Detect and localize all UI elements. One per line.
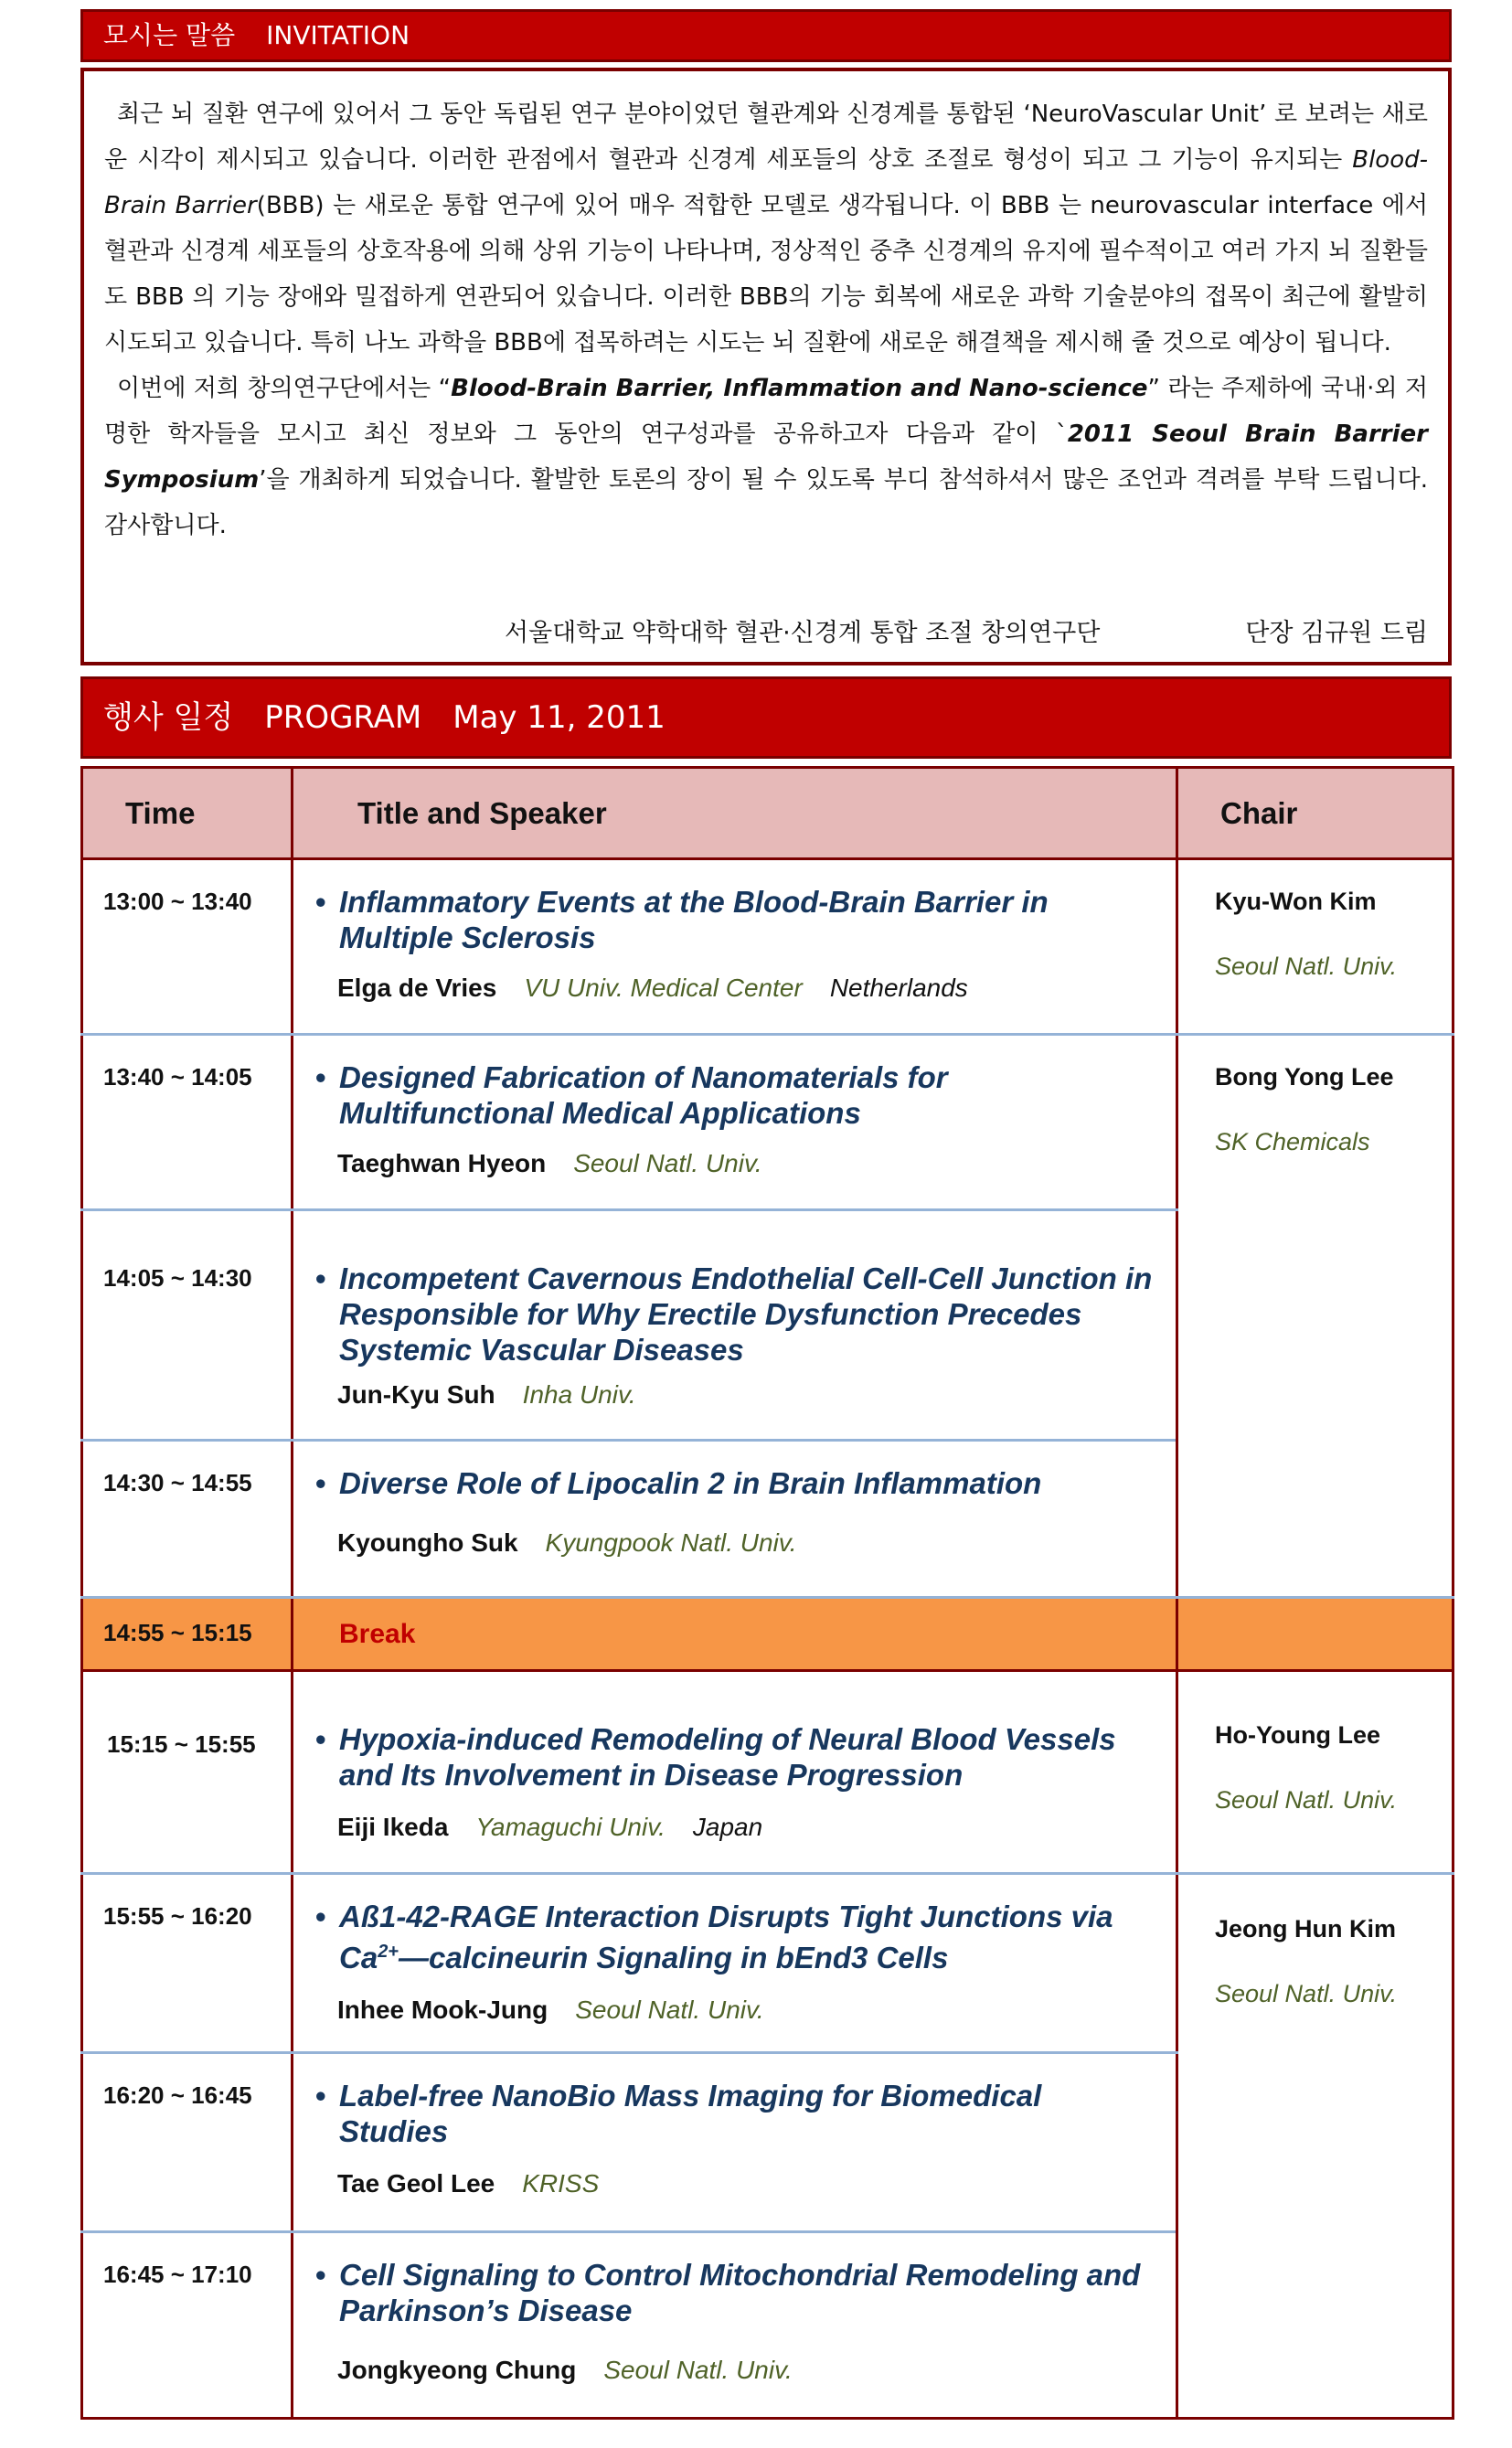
- para2-emphasis: Blood-Brain Barrier, Inflammation and Nano-science: [451, 375, 1148, 402]
- chair-cell: [1177, 1671, 1453, 1874]
- talk-time: 16:20 ~ 16:45: [82, 2053, 293, 2232]
- talk-cell: [293, 1874, 1177, 2053]
- speaker-affiliation: Yamaguchi Univ.: [475, 1813, 665, 1841]
- speaker-affiliation: Seoul Natl. Univ.: [573, 1149, 762, 1177]
- column-header-chair: Chair: [1177, 768, 1453, 859]
- speaker-name: Jun-Kyu Suh: [337, 1380, 495, 1409]
- table-row: [82, 1035, 1453, 1210]
- program-table: [80, 766, 1454, 2420]
- talk-title: • Incompetent Cavernous Endothelial Cell-Cell Junction in Responsible for Why Erectile Dysfunction Precedes Systemic Vascular Diseases: [312, 1261, 1157, 1368]
- speaker-name: Inhee Mook-Jung: [337, 1996, 548, 2024]
- column-header-time: Time: [82, 768, 293, 859]
- talk-speaker-line: [312, 1813, 1157, 1842]
- speaker-affiliation: Seoul Natl. Univ.: [575, 1996, 764, 2024]
- para1-text-a: 최근 뇌 질환 연구에 있어서 그 동안 독립된 연구 분야이었던 혈관계와 신경계를 통합된 ‘NeuroVascular Unit’ 로 보려는 새로운 시각이 제시되고 있습니다. 이러한 관점에서 혈관과 신경계 세포들의 상호 조절로 형성이 되고 그 기능이 유지되는: [104, 101, 1428, 174]
- chair-affiliation: Seoul Natl. Univ.: [1215, 1980, 1398, 2007]
- signature-organization: 서울대학교 약학대학 혈관·신경계 통합 조절 창의연구단: [505, 619, 1101, 647]
- talk-title: • Label-free NanoBio Mass Imaging for Biomedical Studies: [312, 2078, 1157, 2149]
- talk-time: 14:05 ~ 14:30: [82, 1210, 293, 1441]
- invitation-header-en: INVITATION: [266, 20, 410, 50]
- para2-emphasis-2: 2011 Seoul Brain Barrier Symposium: [104, 420, 1428, 494]
- talk-title-part-a: Aß1-42-RAGE Interaction Disrupts Tight Junctions via Ca: [339, 1900, 1113, 1974]
- speaker-name: Taeghwan Hyeon: [337, 1149, 547, 1177]
- talk-cell: [293, 1671, 1177, 1874]
- chair-affiliation: Seoul Natl. Univ.: [1215, 953, 1398, 980]
- talk-cell: [293, 859, 1177, 1035]
- talk-title: • Hypoxia-induced Remodeling of Neural Blood Vessels and Its Involvement in Disease Progression: [312, 1721, 1157, 1793]
- chair-name: Bong Yong Lee: [1215, 1063, 1394, 1091]
- talk-speaker-line: [312, 2169, 1157, 2198]
- talk-title-superscript: 2+: [378, 1942, 399, 1962]
- chair-cell: [1177, 1035, 1453, 1598]
- speaker-affiliation: Seoul Natl. Univ.: [603, 2356, 793, 2384]
- speaker-affiliation: Inha Univ.: [522, 1380, 636, 1409]
- speaker-name: Elga de Vries: [337, 974, 497, 1002]
- talk-title: [312, 1899, 1157, 1975]
- talk-cell: [293, 1441, 1177, 1598]
- talk-speaker-line: [312, 1380, 1157, 1410]
- invitation-paragraph-2: [104, 366, 1428, 548]
- talk-time: 15:55 ~ 16:20: [82, 1874, 293, 2053]
- chair-name: Jeong Hun Kim: [1215, 1915, 1397, 1942]
- para2-text-a: 이번에 저희 창의연구단에서는 “: [117, 375, 452, 402]
- invitation-box: [80, 68, 1452, 665]
- chair-name: Ho-Young Lee: [1215, 1721, 1380, 1749]
- chair-cell: [1177, 859, 1453, 1035]
- break-label: Break: [339, 1619, 416, 1649]
- signature-name: 단장 김규원 드림: [1245, 619, 1428, 647]
- talk-title: • Inflammatory Events at the Blood-Brain Barrier in Multiple Sclerosis: [312, 884, 1157, 955]
- talk-title-part-b: —calcineurin Signaling in bEnd3 Cells: [399, 1941, 949, 1974]
- talk-speaker-line: [312, 2356, 1157, 2385]
- talk-time: 13:40 ~ 14:05: [82, 1035, 293, 1210]
- para1-text-b: (BBB) 는 새로운 통합 연구에 있어 매우 적합한 모델로 생각됩니다. 이 BBB 는 neurovascular interface 에서 혈관과 신경계 세포들의 상호작용에 의해 상위 기능이 나타나며, 정상적인 중추 신경계의 유지에 필수적이고 여러 가지 뇌 질환들도 BBB 의 기능 장애와 밀접하게 연관되어 있습니다. 이러한 BBB의 기능 회복에 새로운 과학 기술분야의 접목이 최근에 활발히 시도되고 있습니다. 특히 나노 과학을 BBB에 접목하려는 시도는 뇌 질환에 새로운 해결책을 제시해 줄 것으로 예상이 됩니다.: [104, 192, 1429, 357]
- para1-emphasis: Blood-Brain Barrier: [104, 146, 1428, 219]
- talk-title: • Cell Signaling to Control Mitochondrial Remodeling and Parkinson’s Disease: [312, 2257, 1157, 2328]
- speaker-affiliation: VU Univ. Medical Center: [524, 974, 803, 1002]
- speaker-affiliation: KRISS: [522, 2169, 600, 2198]
- speaker-name: Jongkyeong Chung: [337, 2356, 577, 2384]
- talk-time: 16:45 ~ 17:10: [82, 2232, 293, 2419]
- talk-time: 13:00 ~ 13:40: [82, 859, 293, 1035]
- chair-cell: [1177, 1874, 1453, 2419]
- talk-title: • Diverse Role of Lipocalin 2 in Brain Inflammation: [312, 1465, 1157, 1501]
- speaker-name: Kyoungho Suk: [337, 1528, 518, 1557]
- program-header: [80, 676, 1452, 759]
- talk-cell: [293, 2232, 1177, 2419]
- break-chair-cell: [1177, 1598, 1453, 1671]
- talk-cell: [293, 2053, 1177, 2232]
- column-header-title: Title and Speaker: [293, 768, 1177, 859]
- talk-speaker-line: [312, 1996, 1157, 2025]
- talk-time: 15:15 ~ 15:55: [82, 1671, 293, 1874]
- invitation-signature: [505, 612, 1428, 648]
- talk-speaker-line: [312, 1528, 1157, 1558]
- para2-text-c: ’을 개최하게 되었습니다. 활발한 토론의 장이 될 수 있도록 부디 참석하셔서 많은 조언과 격려를 부탁 드립니다. 감사합니다.: [104, 466, 1428, 539]
- program-date: May 11, 2011: [453, 699, 665, 736]
- speaker-name: Eiji Ikeda: [337, 1813, 449, 1841]
- table-header-row: [82, 768, 1453, 859]
- chair-name: Kyu-Won Kim: [1215, 888, 1377, 915]
- speaker-affiliation: Kyungpook Natl. Univ.: [545, 1528, 797, 1557]
- invitation-header-ko: 모시는 말씀: [103, 20, 236, 50]
- talk-title: • Designed Fabrication of Nanomaterials for Multifunctional Medical Applications: [312, 1059, 1157, 1131]
- invitation-paragraph-1: [104, 91, 1428, 366]
- speaker-name: Tae Geol Lee: [337, 2169, 495, 2198]
- speaker-country: Japan: [692, 1813, 763, 1841]
- talk-cell: [293, 1210, 1177, 1441]
- table-row: [82, 1874, 1453, 2053]
- talk-speaker-line: [312, 1149, 1157, 1178]
- talk-cell: [293, 1035, 1177, 1210]
- break-row: [82, 1598, 1453, 1671]
- chair-affiliation: SK Chemicals: [1215, 1128, 1370, 1155]
- table-row: [82, 1671, 1453, 1874]
- program-header-en: PROGRAM: [264, 699, 422, 736]
- break-cell: [293, 1598, 1177, 1671]
- table-row: [82, 859, 1453, 1035]
- invitation-header: [80, 9, 1452, 62]
- talk-speaker-line: [312, 974, 1157, 1003]
- talk-time: 14:30 ~ 14:55: [82, 1441, 293, 1598]
- break-time: 14:55 ~ 15:15: [82, 1598, 293, 1671]
- para2-text-b: ” 라는 주제하에 국내·외 저명한 학자들을 모시고 최신 정보와 그 동안의 연구성과를 공유하고자 다음과 같이 `: [104, 375, 1428, 448]
- speaker-country: Netherlands: [829, 974, 968, 1002]
- program-header-ko: 행사 일정: [103, 699, 234, 736]
- chair-affiliation: Seoul Natl. Univ.: [1215, 1786, 1398, 1814]
